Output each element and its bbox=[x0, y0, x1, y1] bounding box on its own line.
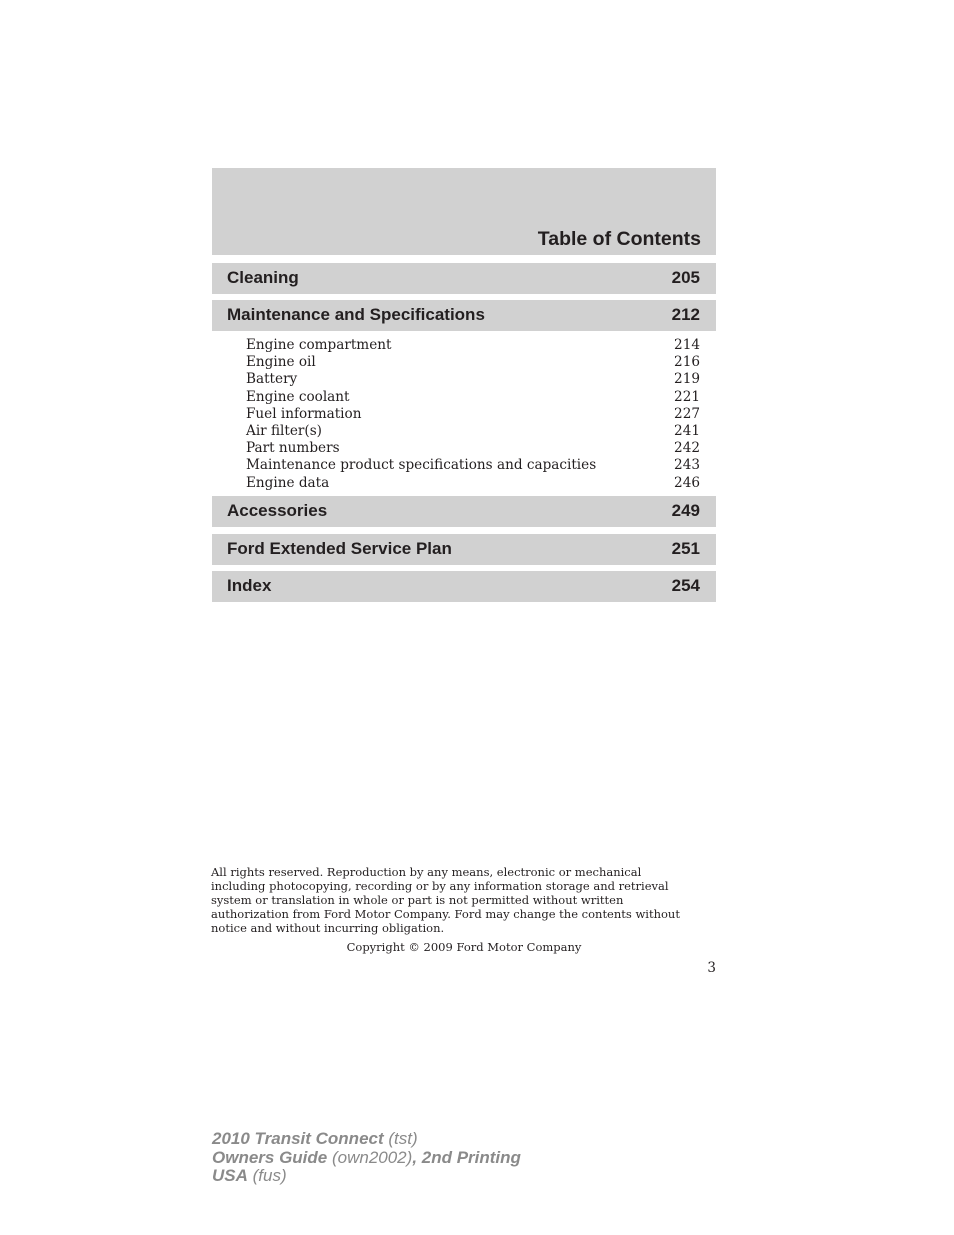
toc-subsection-item[interactable] bbox=[246, 371, 700, 388]
section-page-number: 254 bbox=[671, 576, 700, 595]
footer-line-guide bbox=[212, 1149, 521, 1168]
footer-model-code: (tst) bbox=[383, 1129, 418, 1148]
toc-subsection-item[interactable] bbox=[246, 457, 700, 474]
subsection-label: Engine data bbox=[246, 474, 330, 491]
subsection-label: Maintenance product specifications and capacities bbox=[246, 457, 597, 474]
section-page-number: 205 bbox=[671, 268, 700, 287]
subsection-page-number: 246 bbox=[674, 474, 700, 491]
footer-market-name: USA bbox=[212, 1166, 248, 1185]
footer-model-name: 2010 Transit Connect bbox=[212, 1129, 384, 1148]
toc-section-cleaning[interactable] bbox=[212, 263, 716, 294]
subsection-label: Part numbers bbox=[246, 440, 340, 457]
toc-subsection-item[interactable] bbox=[246, 354, 700, 371]
section-label: Cleaning bbox=[227, 268, 299, 287]
toc-subsection-item[interactable] bbox=[246, 337, 700, 354]
subsection-label: Engine compartment bbox=[246, 337, 392, 353]
subsection-label: Fuel information bbox=[246, 405, 362, 422]
subsection-label: Battery bbox=[246, 371, 298, 388]
toc-section-index[interactable] bbox=[212, 571, 716, 602]
toc-section-maintenance[interactable] bbox=[212, 300, 716, 331]
footer-market-code: (fus) bbox=[247, 1166, 287, 1185]
toc-section-extended-service-plan[interactable] bbox=[212, 534, 716, 565]
subsection-label: Engine oil bbox=[246, 354, 316, 371]
maintenance-subsection-list bbox=[246, 337, 700, 492]
footer-line-market bbox=[212, 1167, 521, 1186]
footer-guide-name: Owners Guide bbox=[212, 1147, 328, 1167]
section-label: Maintenance and Specifications bbox=[227, 305, 485, 324]
section-page-number: 212 bbox=[671, 305, 700, 324]
subsection-page-number: 242 bbox=[674, 440, 700, 457]
legal-notice: All rights reserved. Reproduction by any means, electronic or mechanical including photocopying, recording or by any information storage and retrieval system or translation in whole or part is not permitted without written authorization from Ford Motor Company. Ford may change the contents without notice and without incurring obligation. bbox=[211, 865, 680, 935]
subsection-page-number: 243 bbox=[674, 457, 700, 474]
toc-subsection-item[interactable] bbox=[246, 475, 700, 492]
subsection-page-number: 219 bbox=[674, 371, 700, 388]
section-label: Ford Extended Service Plan bbox=[227, 539, 452, 558]
toc-subsection-item[interactable] bbox=[246, 389, 700, 406]
subsection-label: Air filter(s) bbox=[246, 422, 322, 439]
subsection-page-number: 216 bbox=[674, 354, 700, 371]
subsection-label: Engine coolant bbox=[246, 388, 350, 405]
section-label: Index bbox=[227, 576, 272, 595]
toc-subsection-item[interactable] bbox=[246, 440, 700, 457]
page-title: Table of Contents bbox=[537, 228, 701, 250]
copyright-line: Copyright © 2009 Ford Motor Company bbox=[346, 940, 582, 954]
section-page-number: 249 bbox=[671, 501, 700, 520]
footer-printing: , 2nd Printing bbox=[412, 1147, 521, 1167]
subsection-page-number: 221 bbox=[674, 388, 700, 405]
page-number: 3 bbox=[707, 960, 716, 976]
subsection-page-number: 227 bbox=[674, 405, 700, 422]
subsection-page-number: 214 bbox=[674, 337, 700, 353]
toc-header bbox=[212, 168, 716, 255]
subsection-page-number: 241 bbox=[674, 422, 700, 439]
footer-guide-code: (own2002) bbox=[327, 1147, 413, 1167]
toc-section-accessories[interactable] bbox=[212, 496, 716, 527]
toc-subsection-item[interactable] bbox=[246, 423, 700, 440]
print-footer bbox=[212, 1130, 521, 1186]
footer-line-model bbox=[212, 1130, 521, 1149]
section-page-number: 251 bbox=[671, 539, 700, 558]
section-label: Accessories bbox=[227, 501, 328, 520]
toc-subsection-item[interactable] bbox=[246, 406, 700, 423]
